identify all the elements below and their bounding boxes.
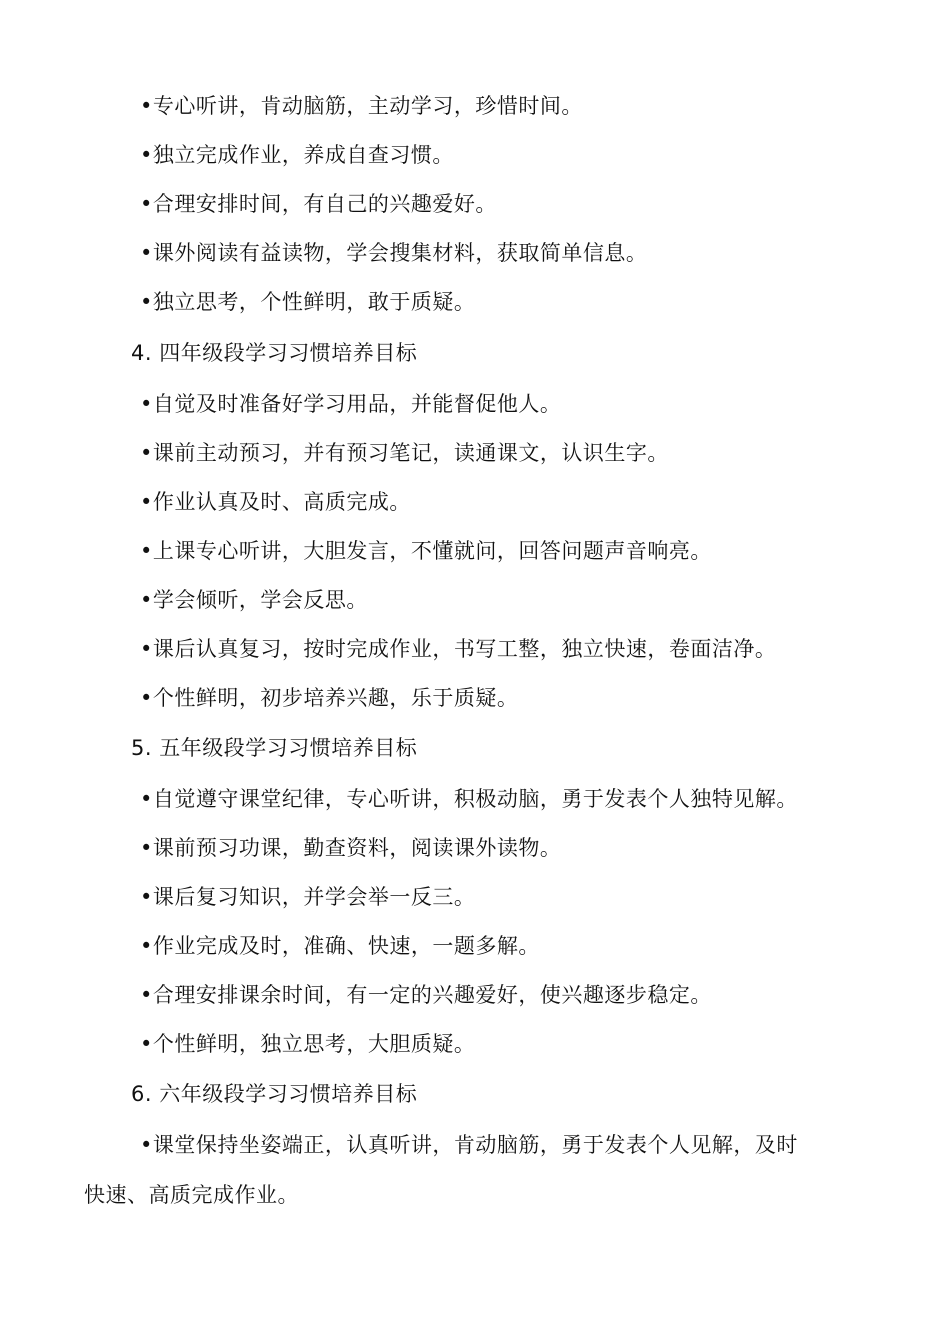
section-heading: 6. 六年级段学习习惯培养目标 [131,1082,418,1106]
list-item: •课外阅读有益读物，学会搜集材料，获取简单信息。 [140,241,648,265]
list-item: •自觉遵守课堂纪律，专心听讲，积极动脑，勇于发表个人独特见解。 [140,787,798,811]
list-item: •独立思考，个性鲜明，敢于质疑。 [140,290,476,314]
list-item: •课后认真复习，按时完成作业，书写工整，独立快速，卷面洁净。 [140,637,777,661]
list-item: •作业完成及时，准确、快速，一题多解。 [140,934,540,958]
list-item: •独立完成作业，养成自查习惯。 [140,143,454,167]
section-heading: 4. 四年级段学习习惯培养目标 [131,341,418,365]
list-item: •课堂保持坐姿端正，认真听讲，肯动脑筋，勇于发表个人见解，及时 [140,1133,798,1157]
list-item: •个性鲜明，独立思考，大胆质疑。 [140,1032,476,1056]
list-item: •专心听讲，肯动脑筋，主动学习，珍惜时间。 [140,94,583,118]
list-item: •合理安排时间，有自己的兴趣爱好。 [140,192,497,216]
list-item: •学会倾听，学会反思。 [140,588,368,612]
list-item: •课前预习功课，勤查资料，阅读课外读物。 [140,836,562,860]
list-item: •自觉及时准备好学习用品，并能督促他人。 [140,392,562,416]
list-item-continuation: 快速、高质完成作业。 [84,1183,299,1207]
list-item: •上课专心听讲，大胆发言，不懂就问，回答问题声音响亮。 [140,539,712,563]
list-item: •作业认真及时、高质完成。 [140,490,411,514]
list-item: •合理安排课余时间，有一定的兴趣爱好，使兴趣逐步稳定。 [140,983,712,1007]
list-item: •课前主动预习，并有预习笔记，读通课文，认识生字。 [140,441,669,465]
section-heading: 5. 五年级段学习习惯培养目标 [131,736,418,760]
list-item: •课后复习知识，并学会举一反三。 [140,885,476,909]
list-item: •个性鲜明，初步培养兴趣，乐于质疑。 [140,686,519,710]
